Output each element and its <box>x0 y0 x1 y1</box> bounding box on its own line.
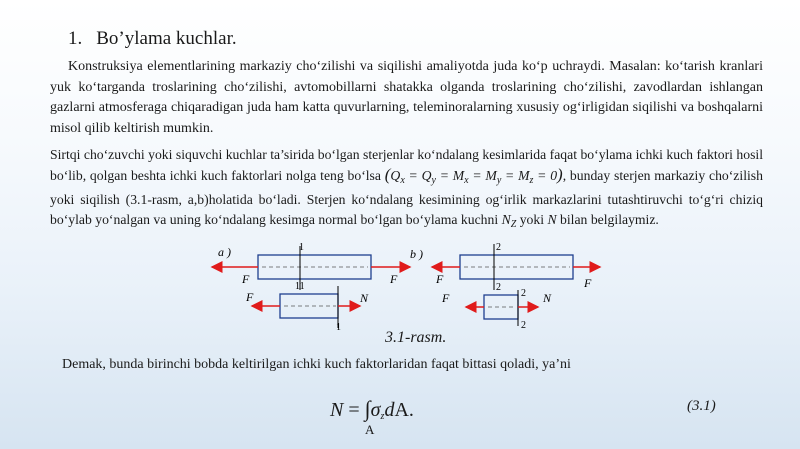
definition-text-3: yoki <box>516 211 548 227</box>
figure-3-1-diagram <box>210 238 610 333</box>
force-label-b-left: F <box>436 272 444 286</box>
paragraph-conclusion: Demak, bunda birinchi bobda keltirilgan ichki kuch faktorlaridan faqat bittasi qoladi, ya’ni <box>62 357 571 372</box>
section-label-2-cut-top: 2 <box>521 288 526 299</box>
n-symbol: N <box>547 211 557 227</box>
section-label-2-cut-bottom: 2 <box>521 320 526 331</box>
heading-number: 1. <box>68 28 83 49</box>
label-a: a ) <box>218 245 231 259</box>
paragraph-intro: Konstruksiya elementlarining markaziy cho‘zilishi va siqilishi amaliyotda juda ko‘p uchraydi. Masalan: ko‘tarish kranlari yuk ko‘targanda troslarining cho‘zilishi, avtomobillarni shatakka olganda troslarining cho‘zilishi, zavodlardan ishlangan gazlarni atmosferaga chiqaradigan juda ham katta quvurlarning, teleminoralarning xususiy og‘irligidan siqilishi va boshqalarni misol qilib keltirish mumkin. <box>50 59 763 136</box>
normal-label-b: N <box>543 291 552 305</box>
nz-symbol: $N_Z$ <box>501 211 517 230</box>
label-b: b ) <box>410 247 423 261</box>
force-label-a-right: F <box>390 272 398 286</box>
paragraph-definition <box>50 145 763 234</box>
formula-3-1: $N = \int\sigma_zdA$. A <box>330 396 414 437</box>
definition-text-4: bilan belgilaymiz. <box>556 211 659 227</box>
section-label-2-top: 2 <box>496 242 501 253</box>
integral-limit: A <box>365 422 375 437</box>
normal-label-a: N <box>360 291 369 305</box>
definition-text-2: , bunday sterjen markaziy cho‘zilish yoki siqilish (3.1-rasm, a,b)holatida bo‘ladi. Sterjen ko‘ndalang kesimining og‘irlik markazlarini tutashtiruvchi to‘g‘ri chiziq bo‘ylab yo‘nalgan va uning ko‘ndalang kesimga normal bo‘lgan bo‘ylama kuchni <box>50 167 763 227</box>
section-label-1-bottom: 1 <box>336 322 341 333</box>
definition-text-1: Sirtqi cho‘zuvchi yoki siquvchi kuchlar ta’sirida bo‘lgan sterjenlar ko‘ndalang kesimlarida faqat bo‘ylama ichki kuch faktori hosil bo‘lib, qolgan beshta ichki kuch faktorlari nolga teng bo‘lsa <box>50 147 763 183</box>
zero-condition-formula: $(Q_x = Q_y = M_x = M_y = M_z = 0)$ <box>384 164 563 186</box>
force-label-a-cut: F <box>246 290 254 304</box>
equation-number: (3.1) <box>687 398 716 414</box>
section-heading <box>68 28 237 50</box>
force-label-a-left: F <box>242 272 250 286</box>
heading-title: Bo’ylama kuchlar. <box>96 28 237 49</box>
section-label-1-top: 1 <box>299 242 304 253</box>
section-label-2-mid: 2 <box>496 282 501 293</box>
section-label-11: 11 <box>295 281 305 292</box>
figure-caption: 3.1-rasm. <box>385 329 447 346</box>
force-label-b-right: F <box>584 276 592 290</box>
force-label-b-cut: F <box>442 291 450 305</box>
